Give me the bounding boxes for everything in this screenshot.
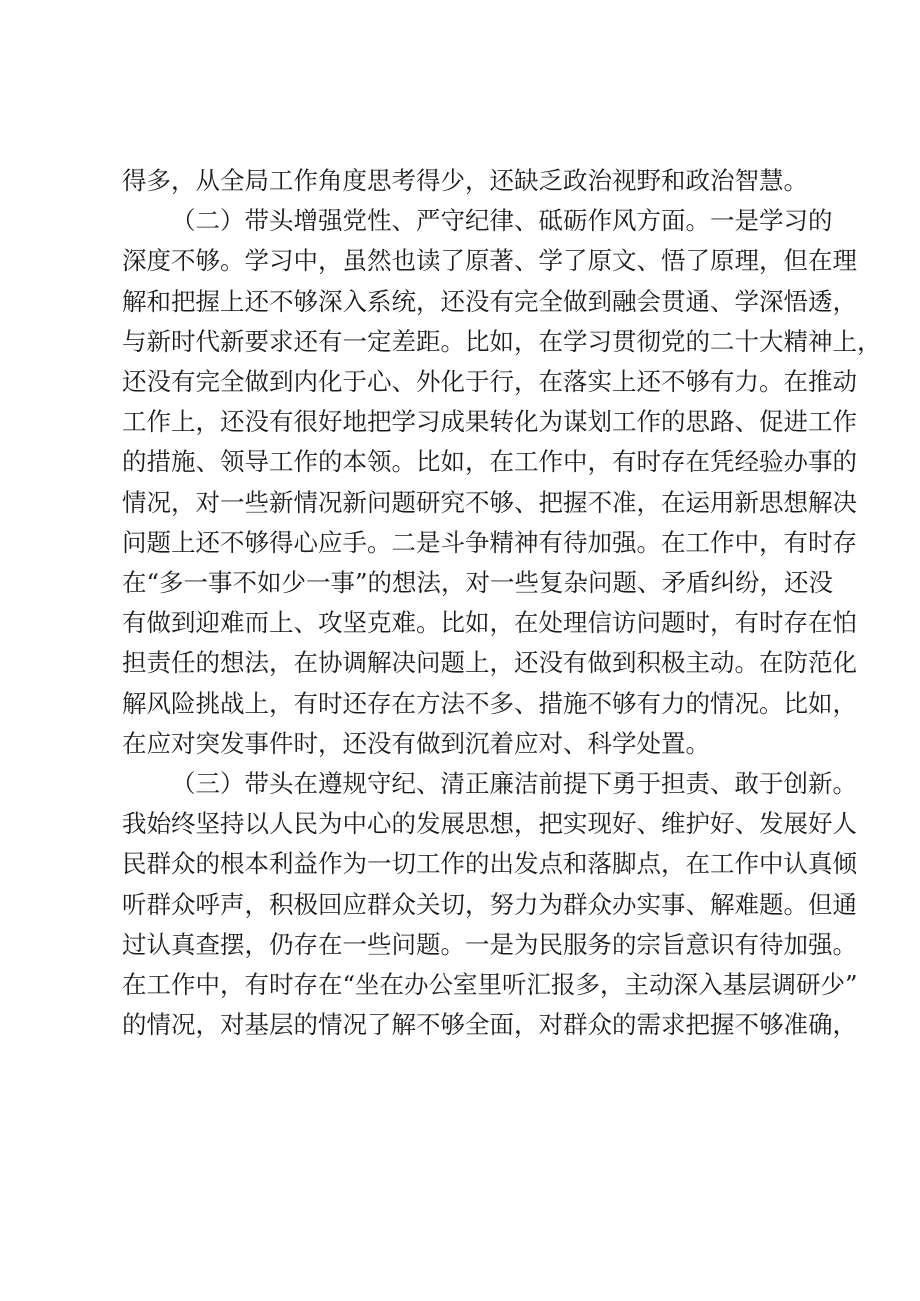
- text-line: 工作上，还没有很好地把学习成果转化为谋划工作的思路、促进工作: [122, 407, 857, 437]
- text-line: 在工作中，有时存在“坐在办公室里听汇报多，主动深入基层调研少”: [122, 970, 858, 1000]
- text-line: 解和把握上还不够深入系统，还没有完全做到融会贯通、学深悟透，: [122, 286, 857, 316]
- text-line: 我始终坚持以人民为中心的发展思想，把实现好、维护好、发展好人: [122, 809, 857, 839]
- text-line: 有做到迎难而上、攻坚克难。比如，在处理信访问题时，有时存在怕: [122, 608, 857, 638]
- text-line: 的情况，对基层的情况了解不够全面，对群众的需求把握不够准确，: [122, 1010, 857, 1040]
- text-line: 担责任的想法，在协调解决问题上，还没有做到积极主动。在防范化: [122, 648, 857, 678]
- paragraph-section-three: [122, 764, 858, 1045]
- text-line: 在“多一事不如少一事”的想法，对一些复杂问题、矛盾纠纷，还没: [122, 568, 834, 598]
- text-line: 问题上还不够得心应手。二是斗争精神有待加强。在工作中，有时存: [122, 527, 857, 557]
- text-line: 解风险挑战上，有时还存在方法不多、措施不够有力的情况。比如，: [122, 688, 857, 718]
- text-line: 还没有完全做到内化于心、外化于行，在落实上还不够有力。在推动: [122, 367, 857, 397]
- text-line: 得多，从全局工作角度思考得少，还缺乏政治视野和政治智慧。: [122, 166, 808, 195]
- text-line: 的措施、领导工作的本领。比如，在工作中，有时存在凭经验办事的: [122, 447, 857, 477]
- text-line: 过认真查摆，仍存在一些问题。一是为民服务的宗旨意识有待加强。: [122, 929, 857, 959]
- text-line: 在应对突发事件时，还没有做到沉着应对、科学处置。: [122, 728, 710, 758]
- text-line: 情况，对一些新情况新问题研究不够、把握不准，在运用新思想解决: [122, 487, 857, 517]
- document-body: [122, 161, 882, 1045]
- paragraph-continuation: [122, 161, 822, 201]
- text-line: 与新时代新要求还有一定差距。比如，在学习贯彻党的二十大精神上，: [122, 326, 882, 356]
- text-line: 民群众的根本利益作为一切工作的出发点和落脚点，在工作中认真倾: [122, 849, 857, 879]
- text-line: 听群众呼声，积极回应群众关切，努力为群众办实事、解难题。但通: [122, 889, 857, 919]
- paragraph-section-two: [122, 201, 882, 764]
- section-heading-line: （三）带头在遵规守纪、清正廉洁前提下勇于担责、敢于创新。: [171, 769, 857, 799]
- text-line: 深度不够。学习中，虽然也读了原著、学了原文、悟了原理，但在理: [122, 246, 857, 276]
- section-heading-line: （二）带头增强党性、严守纪律、砥砺作风方面。一是学习的: [171, 206, 833, 236]
